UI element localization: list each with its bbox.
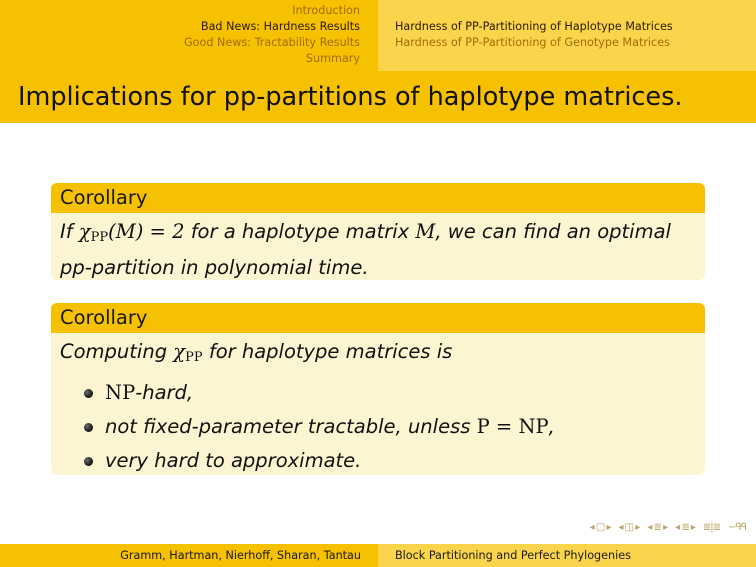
corollary-2-heading: Corollary bbox=[51, 303, 705, 333]
corollary-2-lead-before: Computing bbox=[60, 340, 168, 363]
nav-subsection-genotype[interactable]: Hardness of PP-Partitioning of Genotype Matrices bbox=[395, 36, 670, 49]
section-prev-nav-icon[interactable]: ◂ ≣ ▸ bbox=[647, 522, 668, 533]
bullet-icon bbox=[84, 457, 93, 466]
bullet-icon bbox=[84, 389, 93, 398]
nav-section-good-news[interactable]: Good News: Tractability Results bbox=[184, 36, 360, 49]
bullet-icon bbox=[84, 423, 93, 432]
subsection-nav-icon[interactable]: ◂ ◫ ▸ bbox=[618, 522, 640, 533]
section-navigation bbox=[0, 0, 378, 71]
corollary-1-heading: Corollary bbox=[51, 183, 705, 213]
corollary-block-2 bbox=[51, 303, 705, 475]
corollary-1-line2: pp-partition in polynomial time. bbox=[60, 256, 369, 279]
nav-section-summary[interactable]: Summary bbox=[305, 52, 360, 65]
corollary-2-body bbox=[51, 333, 705, 475]
chi-pp-symbol: $\chi_{PP}$ bbox=[78, 220, 109, 245]
frame-title: Implications for pp-partitions of haplotype matrices. bbox=[18, 82, 683, 112]
chi-pp-symbol-2: $\chi_{PP}$ bbox=[173, 340, 203, 365]
corollary-1-rest: , we can find an optimal bbox=[435, 220, 671, 243]
corollary-1-if: If bbox=[60, 220, 73, 243]
section-next-nav-icon[interactable]: ◂ ≣ ▸ bbox=[675, 522, 695, 533]
nav-section-introduction[interactable]: Introduction bbox=[292, 4, 360, 17]
footer bbox=[0, 544, 756, 567]
frame-title-bar bbox=[0, 71, 756, 123]
corollary-1-for-text: for a haplotype matrix bbox=[190, 220, 410, 243]
footer-talk-title: Block Partitioning and Perfect Phylogenies bbox=[378, 544, 756, 567]
nav-subsection-haplotype[interactable]: Hardness of PP-Partitioning of Haplotype Matrices bbox=[395, 20, 673, 33]
navigation-symbols bbox=[590, 522, 746, 533]
corollary-1-body bbox=[51, 213, 705, 280]
footer-authors: Gramm, Hartman, Nierhoff, Sharan, Tantau bbox=[0, 544, 378, 567]
list-item-np-hard: NP-hard, bbox=[60, 376, 696, 410]
subsection-navigation bbox=[378, 0, 756, 71]
align-nav-icon[interactable]: ≣|≣ bbox=[702, 522, 721, 533]
header-navigation bbox=[0, 0, 756, 71]
list-item-hard-to-approximate: very hard to approximate. bbox=[60, 444, 696, 475]
chi-pp-argument: (M) = 2 bbox=[108, 220, 185, 243]
matrix-symbol: M bbox=[415, 220, 436, 243]
corollary-2-lead-after: for haplotype matrices is bbox=[208, 340, 453, 363]
frame-nav-icon[interactable]: ◂ ▢ ▸ bbox=[589, 522, 611, 533]
corollary-2-list bbox=[60, 376, 696, 475]
nav-section-bad-news[interactable]: Bad News: Hardness Results bbox=[200, 20, 360, 33]
list-item-not-fpt: not fixed-parameter tractable, unless P = NP, bbox=[60, 410, 696, 444]
search-nav-icon[interactable]: ∽ᑫᑫ bbox=[728, 522, 746, 533]
corollary-block-1 bbox=[51, 183, 705, 280]
